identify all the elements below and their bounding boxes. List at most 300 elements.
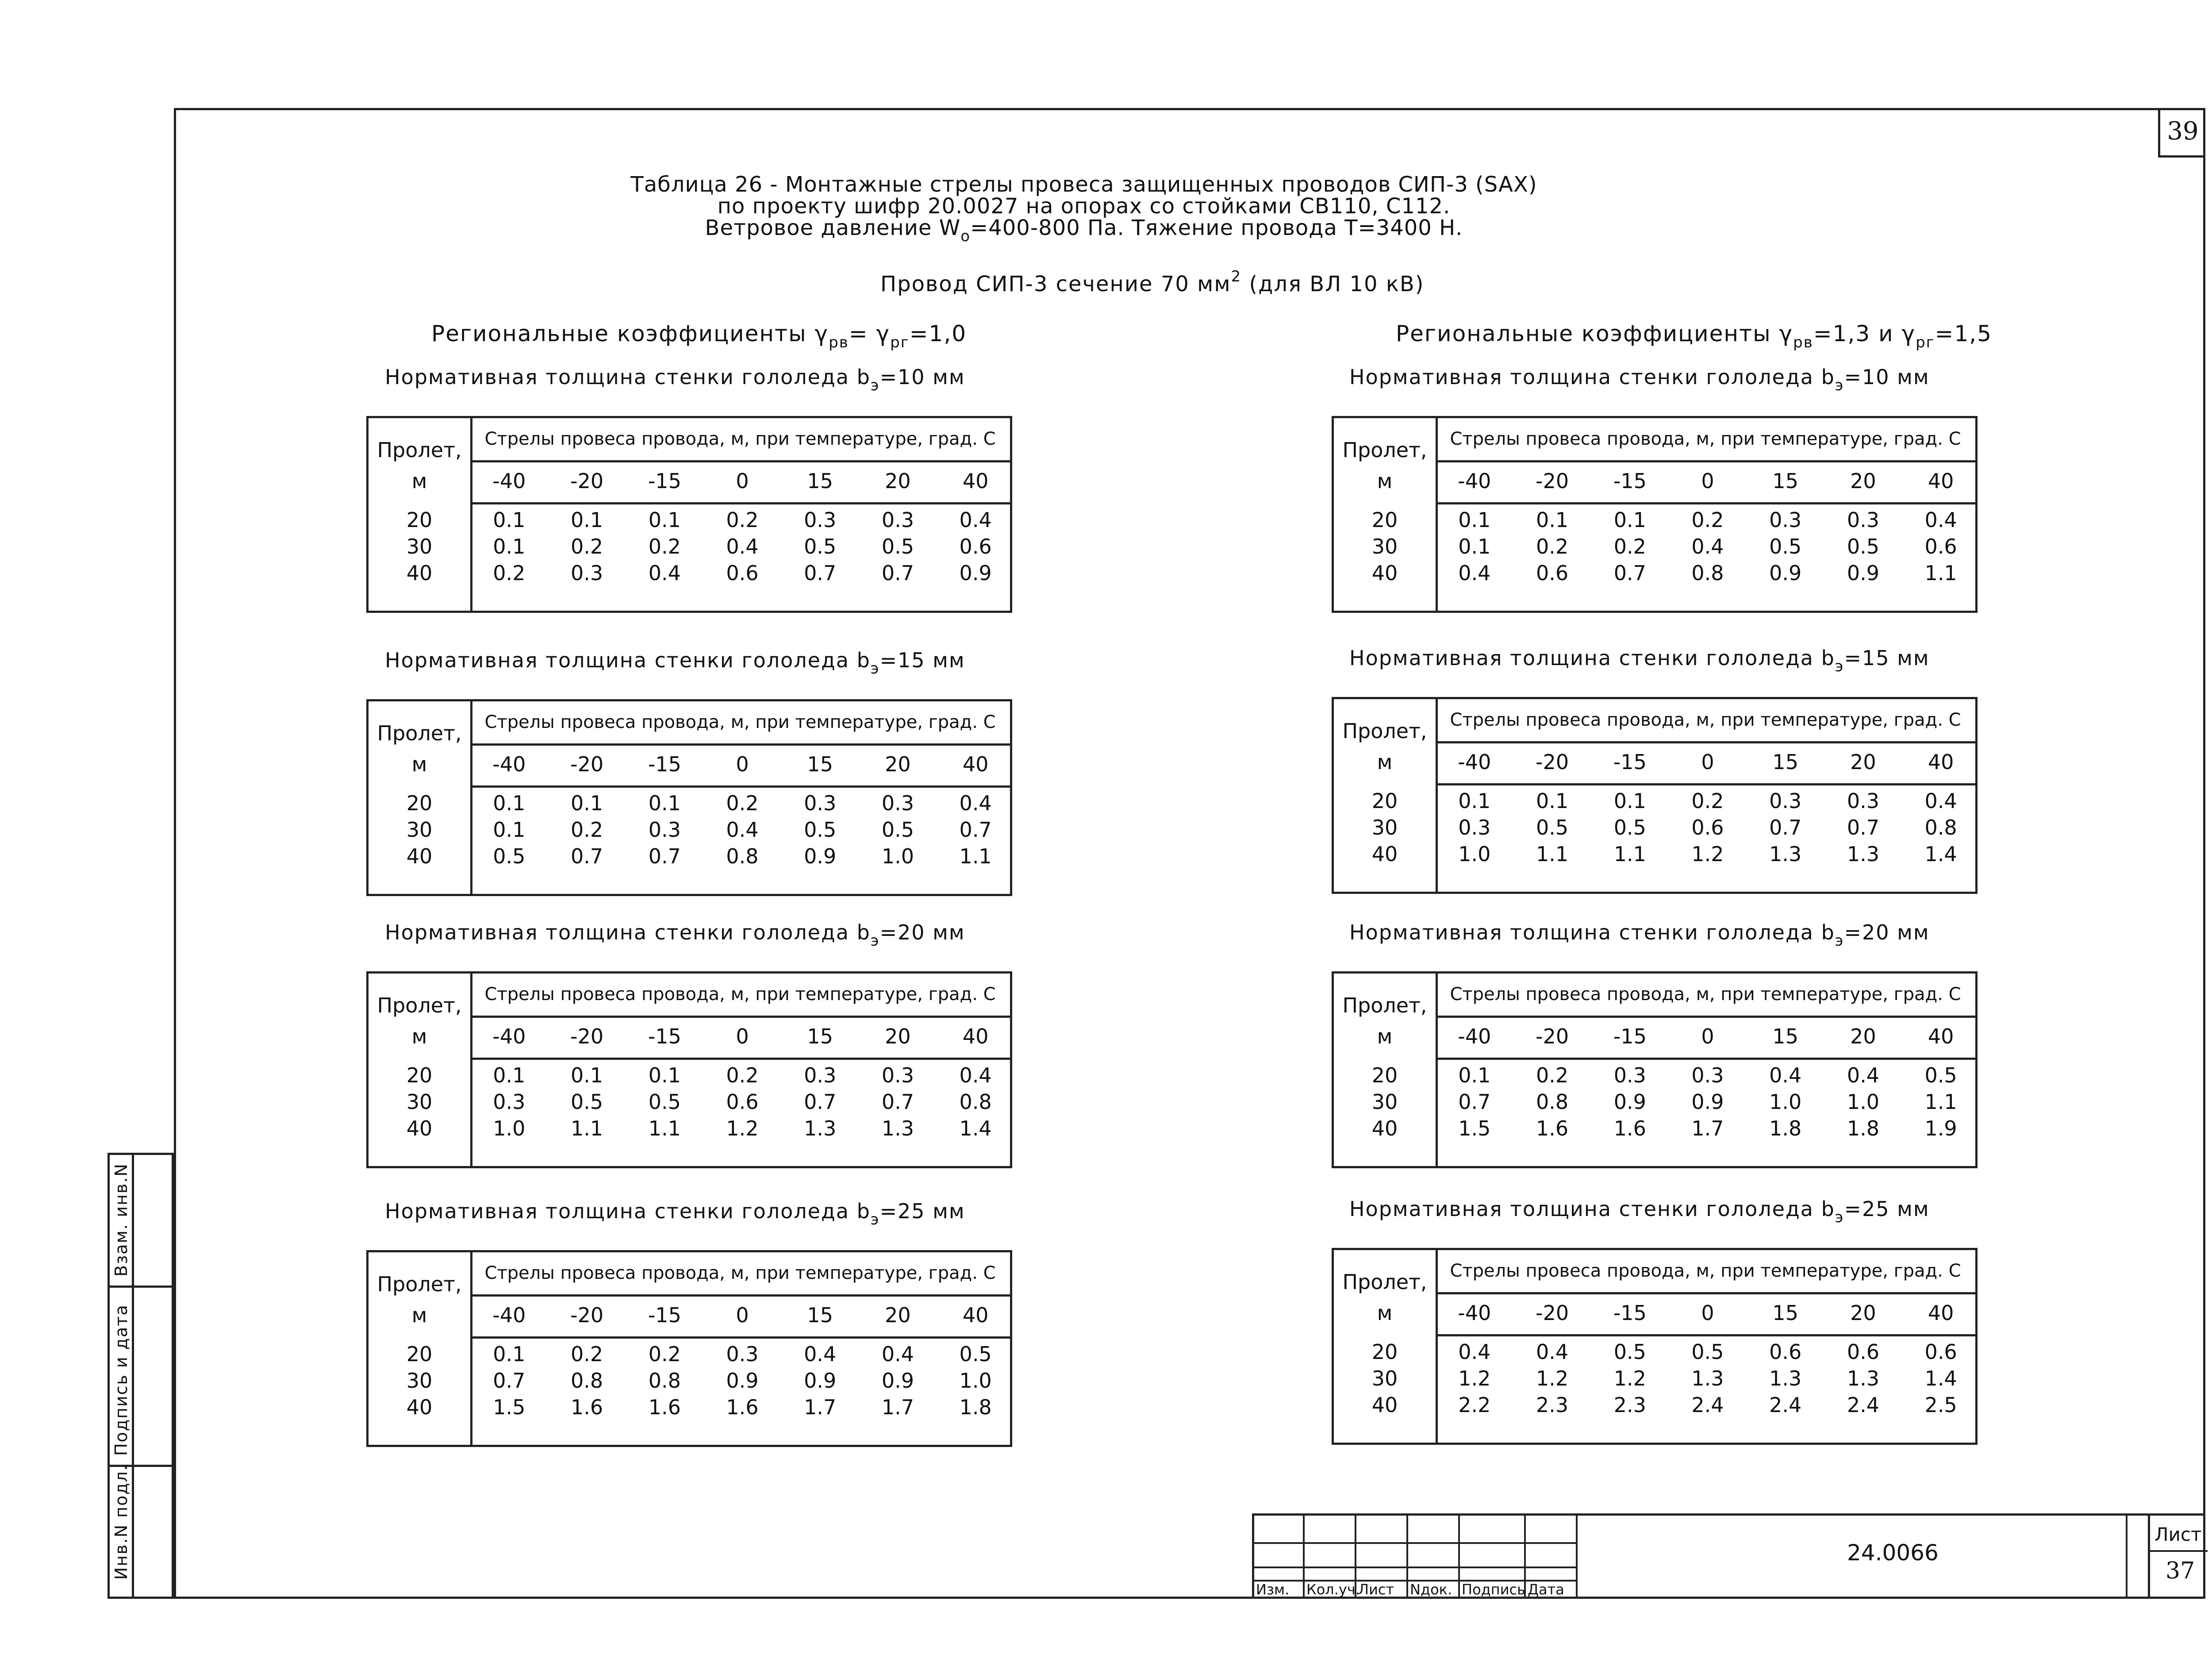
table-cell: 0.4: [1847, 1063, 1879, 1087]
table-cell: 0.5: [648, 1090, 681, 1114]
caption-value: =20 мм: [879, 920, 965, 944]
temperature-cell: -15: [1613, 1301, 1647, 1325]
temperature-cell: 0: [1701, 750, 1714, 774]
table-cell: 0.5: [881, 818, 914, 842]
table-cell: 0.2: [570, 1342, 603, 1366]
table-cell: 0.1: [493, 818, 526, 842]
span-value: 40: [406, 561, 433, 585]
temperature-cell: -40: [1458, 469, 1491, 493]
table-cell: 0.3: [1847, 789, 1879, 813]
table-cell: 0.8: [1924, 816, 1957, 839]
table-cell: 0.4: [1924, 508, 1957, 532]
side-stamp-row-line-1: [108, 1286, 174, 1288]
table-cell: 0.2: [648, 535, 681, 558]
stamp-vzam-label: Взам. инв.N: [111, 1163, 131, 1277]
span-values: [369, 790, 470, 870]
table-cell: 0.5: [570, 1090, 603, 1114]
table-cell: 0.4: [804, 1342, 837, 1366]
title-block-column-label: Дата: [1528, 1581, 1564, 1598]
temperature-row: [1436, 1292, 1975, 1336]
temperature-cell: 0: [736, 1303, 749, 1327]
table-cell: 0.7: [1847, 816, 1879, 839]
span-value: 40: [406, 1395, 433, 1419]
page-number: 39: [2158, 108, 2205, 158]
table-cell: 1.0: [959, 1369, 992, 1393]
left-ice-caption-3: [385, 920, 965, 950]
table-cell: 1.3: [804, 1116, 837, 1140]
table-cell: 0.8: [570, 1369, 603, 1393]
table-cell: 0.3: [1458, 816, 1491, 839]
table-cell: 0.8: [1691, 561, 1724, 585]
table-cell: 0.3: [1769, 508, 1802, 532]
temperature-cell: 15: [1772, 469, 1798, 493]
span-value: 20: [406, 1342, 433, 1366]
sag-header: Стрелы провеса провода, м, при температуре, град. С: [470, 1252, 1010, 1297]
span-values: [1334, 788, 1436, 867]
span-value: 30: [1371, 535, 1398, 558]
title-block-column-label: Подпись: [1462, 1581, 1525, 1598]
left-ice-caption-4: [385, 1199, 965, 1228]
span-value: 20: [1371, 1340, 1398, 1364]
table-cell: 0.4: [1536, 1340, 1569, 1364]
left-ice-caption-1: [385, 365, 965, 394]
right-sag-table-1: [1332, 416, 1978, 613]
span-header-unit: м: [411, 1303, 427, 1327]
table-cell: 0.5: [804, 535, 837, 558]
table-cell: 0.3: [881, 508, 914, 532]
caption-value: =10 мм: [1844, 365, 1930, 389]
table-cell: 0.1: [648, 508, 681, 532]
span-value: 30: [1371, 1366, 1398, 1390]
temperature-cell: -40: [492, 752, 526, 776]
temperature-row: [1436, 460, 1975, 504]
table-cell: 0.6: [726, 561, 759, 585]
table-cell: 0.8: [648, 1369, 681, 1393]
table-cell: 0.9: [959, 561, 992, 585]
span-values: [369, 507, 470, 586]
table-cell: 0.7: [804, 1090, 837, 1114]
table-cell: 0.2: [726, 791, 759, 815]
table-cell: 0.4: [1458, 561, 1491, 585]
sheet-number: 37: [2166, 1558, 2195, 1584]
span-header-label: Пролет,: [377, 993, 462, 1017]
temperature-cell: -20: [570, 752, 604, 776]
temperature-cell: 40: [962, 752, 989, 776]
right-ice-caption-4: [1349, 1197, 1930, 1226]
table-cell: 0.1: [1458, 508, 1491, 532]
title-block-column-label: Изм.: [1256, 1581, 1290, 1598]
table-cell: 1.3: [1769, 1366, 1802, 1390]
table-cell: 1.6: [1613, 1116, 1646, 1140]
span-header-unit: м: [1377, 469, 1393, 493]
table-cell: 0.8: [959, 1090, 992, 1114]
table-cell: 0.7: [570, 844, 603, 868]
caption-text: Нормативная толщина стенки гололеда b: [385, 648, 871, 672]
table-cell: 2.4: [1691, 1393, 1724, 1417]
table-cell: 1.1: [1613, 842, 1646, 866]
span-values: [1334, 1062, 1436, 1142]
temperature-cell: 0: [736, 469, 749, 493]
caption-subscript: э: [1835, 932, 1844, 950]
table-cell: 0.4: [959, 508, 992, 532]
span-value: 20: [406, 508, 433, 532]
temperature-cell: 40: [1928, 1301, 1954, 1325]
table-cell: 1.8: [1769, 1116, 1802, 1140]
right-sag-table-3: [1332, 971, 1978, 1168]
temperature-cell: -20: [570, 1024, 604, 1048]
table-cell: 0.5: [1924, 1063, 1957, 1087]
left-sag-table-1: [366, 416, 1012, 613]
table-cell: 1.2: [1458, 1366, 1491, 1390]
caption-text: Нормативная толщина стенки гололеда b: [1349, 920, 1835, 944]
right-sag-table-2: [1332, 697, 1978, 894]
temperature-cell: -20: [570, 1303, 604, 1327]
temperature-cell: -15: [648, 1303, 681, 1327]
temperature-cell: 15: [1772, 750, 1798, 774]
table-cell: 0.9: [1613, 1090, 1646, 1114]
span-value: 20: [1371, 1063, 1398, 1087]
table-cell: 0.8: [726, 844, 759, 868]
table-cell: 1.3: [1769, 842, 1802, 866]
table-cell: 0.5: [804, 818, 837, 842]
temperature-cell: 15: [1772, 1301, 1798, 1325]
temperature-cell: -40: [1458, 1024, 1491, 1048]
span-header-label: Пролет,: [1342, 719, 1427, 743]
caption-value: =20 мм: [1844, 920, 1930, 944]
table-cell: 1.3: [1847, 1366, 1879, 1390]
caption-text: Нормативная толщина стенки гололеда b: [385, 365, 871, 389]
document-code: 24.0066: [1847, 1540, 1939, 1566]
caption-value: =10 мм: [879, 365, 965, 389]
caption-subscript: э: [870, 660, 880, 677]
table-cell: 0.3: [881, 1063, 914, 1087]
table-cell: 0.5: [1847, 535, 1879, 558]
sag-header: Стрелы провеса провода, м, при температуре, град. С: [470, 701, 1010, 746]
table-cell: 0.7: [1613, 561, 1646, 585]
span-value: 40: [406, 844, 433, 868]
table-cell: 0.7: [881, 561, 914, 585]
table-cell: 1.3: [881, 1116, 914, 1140]
table-cell: 0.6: [1924, 1340, 1957, 1364]
table-cell: 2.3: [1613, 1393, 1646, 1417]
table-cell: 0.3: [804, 791, 837, 815]
temperature-cell: 20: [1850, 1024, 1876, 1048]
table-cell: 0.9: [1691, 1090, 1724, 1114]
table-cell: 1.0: [1769, 1090, 1802, 1114]
table-cell: 0.6: [1536, 561, 1569, 585]
table-cell: 1.4: [1924, 1366, 1957, 1390]
span-value: 40: [1371, 561, 1398, 585]
table-cell: 0.2: [648, 1342, 681, 1366]
table-cell: 0.1: [570, 791, 603, 815]
table-cell: 0.1: [648, 791, 681, 815]
table-cell: 1.6: [1536, 1116, 1569, 1140]
caption-text: Нормативная толщина стенки гололеда b: [1349, 365, 1835, 389]
right-ice-caption-2: [1349, 646, 1930, 675]
table-cell: 0.6: [1924, 535, 1957, 558]
table-cell: 1.1: [1536, 842, 1569, 866]
title-line-3: Ветровое давление $W_o=400-800$ Па. Тяжение провода T=3400 Н.: [705, 216, 1463, 245]
title-line-2: по проекту шифр 20.0027 на опорах со стойками СВ110, С112.: [717, 194, 1451, 219]
table-title: [575, 170, 1593, 251]
table-cell: 0.1: [493, 1342, 526, 1366]
title-block-right-divider: [2148, 1513, 2150, 1599]
table-cell: 0.1: [493, 508, 526, 532]
caption-text: Нормативная толщина стенки гололеда b: [1349, 646, 1835, 670]
table-cell: 0.3: [493, 1090, 526, 1114]
temperature-cell: -20: [570, 469, 604, 493]
table-cell: 0.3: [1769, 789, 1802, 813]
span-values: [1334, 507, 1436, 586]
temperature-cell: -40: [492, 469, 526, 493]
table-cell: 2.5: [1924, 1393, 1957, 1417]
span-header-unit: м: [1377, 750, 1393, 774]
temperature-row: [470, 460, 1010, 504]
table-cell: 0.4: [726, 535, 759, 558]
table-cell: 1.7: [1691, 1116, 1724, 1140]
table-cell: 0.4: [726, 818, 759, 842]
table-cell: 1.5: [493, 1395, 526, 1419]
temperature-cell: 40: [962, 1024, 989, 1048]
span-value: 30: [406, 1090, 433, 1114]
temperature-row: [470, 1016, 1010, 1060]
span-value: 40: [1371, 842, 1398, 866]
temperature-cell: -15: [1613, 469, 1647, 493]
title-block-column-label: Лист: [1358, 1581, 1394, 1598]
span-header-label: Пролет,: [377, 721, 462, 745]
table-cell: 1.7: [881, 1395, 914, 1419]
stamp-inv-label: Инв.N подл.: [111, 1464, 131, 1580]
temperature-cell: -15: [648, 752, 681, 776]
span-value: 20: [1371, 508, 1398, 532]
table-cell: 0.9: [881, 1369, 914, 1393]
table-cell: 0.1: [493, 791, 526, 815]
temperature-cell: 40: [1928, 1024, 1954, 1048]
table-cell: 1.9: [1924, 1116, 1957, 1140]
table-cell: 1.8: [1847, 1116, 1879, 1140]
table-cell: 1.7: [804, 1395, 837, 1419]
span-header-label: Пролет,: [377, 438, 462, 462]
table-cell: 0.7: [804, 561, 837, 585]
table-cell: 0.4: [648, 561, 681, 585]
temperature-cell: 20: [885, 469, 911, 493]
left-column-header: Региональные коэффициенты $\gamma_{рв}= \gamma_{рг}=1,0$: [431, 321, 967, 351]
caption-value: =15 мм: [1844, 646, 1930, 670]
span-values: [369, 1341, 470, 1420]
caption-subscript: э: [870, 377, 880, 394]
table-cell: 0.7: [881, 1090, 914, 1114]
right-ice-caption-3: [1349, 920, 1930, 950]
table-cell: 1.0: [493, 1116, 526, 1140]
table-cell: 0.4: [959, 791, 992, 815]
table-cell: 0.1: [1613, 508, 1646, 532]
table-cell: 0.5: [1536, 816, 1569, 839]
table-cell: 1.2: [1691, 842, 1724, 866]
table-cell: 0.1: [570, 508, 603, 532]
table-cell: 0.9: [804, 1369, 837, 1393]
table-cell: 0.9: [726, 1369, 759, 1393]
table-cell: 1.6: [570, 1395, 603, 1419]
temperature-cell: 15: [1772, 1024, 1798, 1048]
table-cell: 0.5: [1769, 535, 1802, 558]
temperature-cell: 20: [1850, 1301, 1876, 1325]
temperature-cell: -15: [648, 1024, 681, 1048]
table-cell: 0.1: [493, 1063, 526, 1087]
caption-text: Нормативная толщина стенки гололеда b: [1349, 1197, 1835, 1221]
caption-subscript: э: [1835, 1209, 1844, 1226]
table-cell: 1.8: [959, 1395, 992, 1419]
caption-value: =15 мм: [879, 648, 965, 672]
side-stamp-divider: [132, 1153, 134, 1599]
table-cell: 0.2: [570, 818, 603, 842]
span-value: 40: [1371, 1393, 1398, 1417]
table-cell: 1.1: [959, 844, 992, 868]
right-sag-table-4: [1332, 1248, 1978, 1445]
span-value: 30: [406, 1369, 433, 1393]
span-header-unit: м: [1377, 1024, 1393, 1048]
temperature-cell: 15: [807, 752, 833, 776]
table-cell: 1.6: [726, 1395, 759, 1419]
table-cell: 1.6: [648, 1395, 681, 1419]
temperature-cell: 0: [1701, 1301, 1714, 1325]
title-block-column-label: Nдок.: [1410, 1581, 1452, 1598]
sag-header: Стрелы провеса провода, м, при температуре, град. С: [470, 974, 1010, 1018]
sag-header: Стрелы провеса провода, м, при температуре, град. С: [1436, 974, 1975, 1018]
temperature-cell: 40: [1928, 750, 1954, 774]
conductor-heading: Провод СИП-3 сечение 70 $мм^2$ (для ВЛ 10 кВ): [880, 268, 1425, 296]
temperature-cell: 15: [807, 1024, 833, 1048]
span-header-label: Пролет,: [1342, 1270, 1427, 1294]
table-cell: 2.4: [1847, 1393, 1879, 1417]
table-cell: 0.4: [1458, 1340, 1491, 1364]
table-cell: 1.5: [1458, 1116, 1491, 1140]
table-cell: 0.6: [726, 1090, 759, 1114]
table-cell: 0.1: [1613, 789, 1646, 813]
table-cell: 0.2: [726, 1063, 759, 1087]
sag-header: Стрелы провеса провода, м, при температуре, град. С: [470, 418, 1010, 462]
table-cell: 1.2: [1613, 1366, 1646, 1390]
table-cell: 0.1: [1536, 508, 1569, 532]
span-header-unit: м: [1377, 1301, 1393, 1325]
table-cell: 0.3: [1847, 508, 1879, 532]
table-cell: 0.3: [1691, 1063, 1724, 1087]
span-values: [369, 1062, 470, 1142]
right-ice-caption-1: [1349, 365, 1930, 394]
table-cell: 0.3: [804, 508, 837, 532]
temperature-cell: 0: [1701, 1024, 1714, 1048]
table-cell: 0.4: [1924, 789, 1957, 813]
left-ice-caption-2: [385, 648, 965, 677]
span-header-unit: м: [411, 752, 427, 776]
temperature-cell: 40: [962, 469, 989, 493]
table-cell: 0.7: [648, 844, 681, 868]
temperature-cell: 40: [1928, 469, 1954, 493]
temperature-cell: -15: [648, 469, 681, 493]
table-cell: 1.3: [1691, 1366, 1724, 1390]
table-cell: 0.5: [1613, 816, 1646, 839]
left-sag-table-2: [366, 699, 1012, 896]
caption-subscript: э: [1835, 377, 1844, 394]
span-value: 30: [1371, 816, 1398, 839]
caption-text: Нормативная толщина стенки гололеда b: [385, 920, 871, 944]
table-cell: 0.1: [570, 1063, 603, 1087]
table-cell: 1.1: [570, 1116, 603, 1140]
table-cell: 0.9: [804, 844, 837, 868]
temperature-cell: -20: [1535, 469, 1569, 493]
table-cell: 0.3: [648, 818, 681, 842]
table-cell: 0.7: [1769, 816, 1802, 839]
temperature-cell: -40: [1458, 1301, 1491, 1325]
temperature-cell: 0: [736, 1024, 749, 1048]
table-cell: 0.4: [959, 1063, 992, 1087]
table-cell: 0.1: [1458, 1063, 1491, 1087]
table-cell: 0.3: [1613, 1063, 1646, 1087]
span-value: 40: [1371, 1116, 1398, 1140]
table-cell: 0.6: [959, 535, 992, 558]
temperature-cell: -40: [492, 1024, 526, 1048]
caption-value: =25 мм: [1844, 1197, 1930, 1221]
table-cell: 0.6: [1691, 816, 1724, 839]
temperature-cell: -15: [1613, 1024, 1647, 1048]
table-cell: 0.1: [493, 535, 526, 558]
table-cell: 2.3: [1536, 1393, 1569, 1417]
table-cell: 2.4: [1769, 1393, 1802, 1417]
title-block: [1252, 1513, 2205, 1599]
temperature-cell: 20: [1850, 750, 1876, 774]
table-cell: 0.9: [1769, 561, 1802, 585]
caption-text: Нормативная толщина стенки гололеда b: [385, 1199, 871, 1223]
temperature-cell: 20: [885, 1303, 911, 1327]
temperature-row: [470, 1294, 1010, 1339]
table-cell: 0.4: [881, 1342, 914, 1366]
table-cell: 0.4: [1769, 1063, 1802, 1087]
sag-header: Стрелы провеса провода, м, при температуре, град. С: [1436, 1250, 1975, 1294]
temperature-cell: 20: [1850, 469, 1876, 493]
temperature-cell: -20: [1535, 1024, 1569, 1048]
table-cell: 1.0: [1458, 842, 1491, 866]
temperature-cell: 15: [807, 1303, 833, 1327]
table-cell: 0.3: [881, 791, 914, 815]
table-cell: 0.2: [1536, 535, 1569, 558]
table-cell: 2.2: [1458, 1393, 1491, 1417]
span-value: 30: [1371, 1090, 1398, 1114]
table-cell: 0.5: [959, 1342, 992, 1366]
table-cell: 0.7: [493, 1369, 526, 1393]
temperature-cell: 20: [885, 752, 911, 776]
table-cell: 0.9: [1847, 561, 1879, 585]
span-value: 40: [406, 1116, 433, 1140]
caption-value: =25 мм: [879, 1199, 965, 1223]
table-cell: 0.3: [570, 561, 603, 585]
span-value: 20: [1371, 789, 1398, 813]
table-cell: 0.3: [804, 1063, 837, 1087]
table-cell: 0.1: [1458, 789, 1491, 813]
caption-subscript: э: [870, 1211, 880, 1228]
table-cell: 0.4: [1691, 535, 1724, 558]
table-cell: 1.0: [881, 844, 914, 868]
temperature-cell: -40: [492, 1303, 526, 1327]
table-cell: 0.7: [959, 818, 992, 842]
temperature-row: [470, 743, 1010, 788]
span-header-unit: м: [411, 1024, 427, 1048]
temperature-cell: 0: [736, 752, 749, 776]
table-cell: 0.6: [1847, 1340, 1879, 1364]
table-cell: 0.2: [726, 508, 759, 532]
table-cell: 0.2: [1691, 789, 1724, 813]
sheet-label: Лист: [2154, 1524, 2202, 1545]
left-sag-table-4: [366, 1250, 1012, 1447]
span-value: 20: [406, 1063, 433, 1087]
